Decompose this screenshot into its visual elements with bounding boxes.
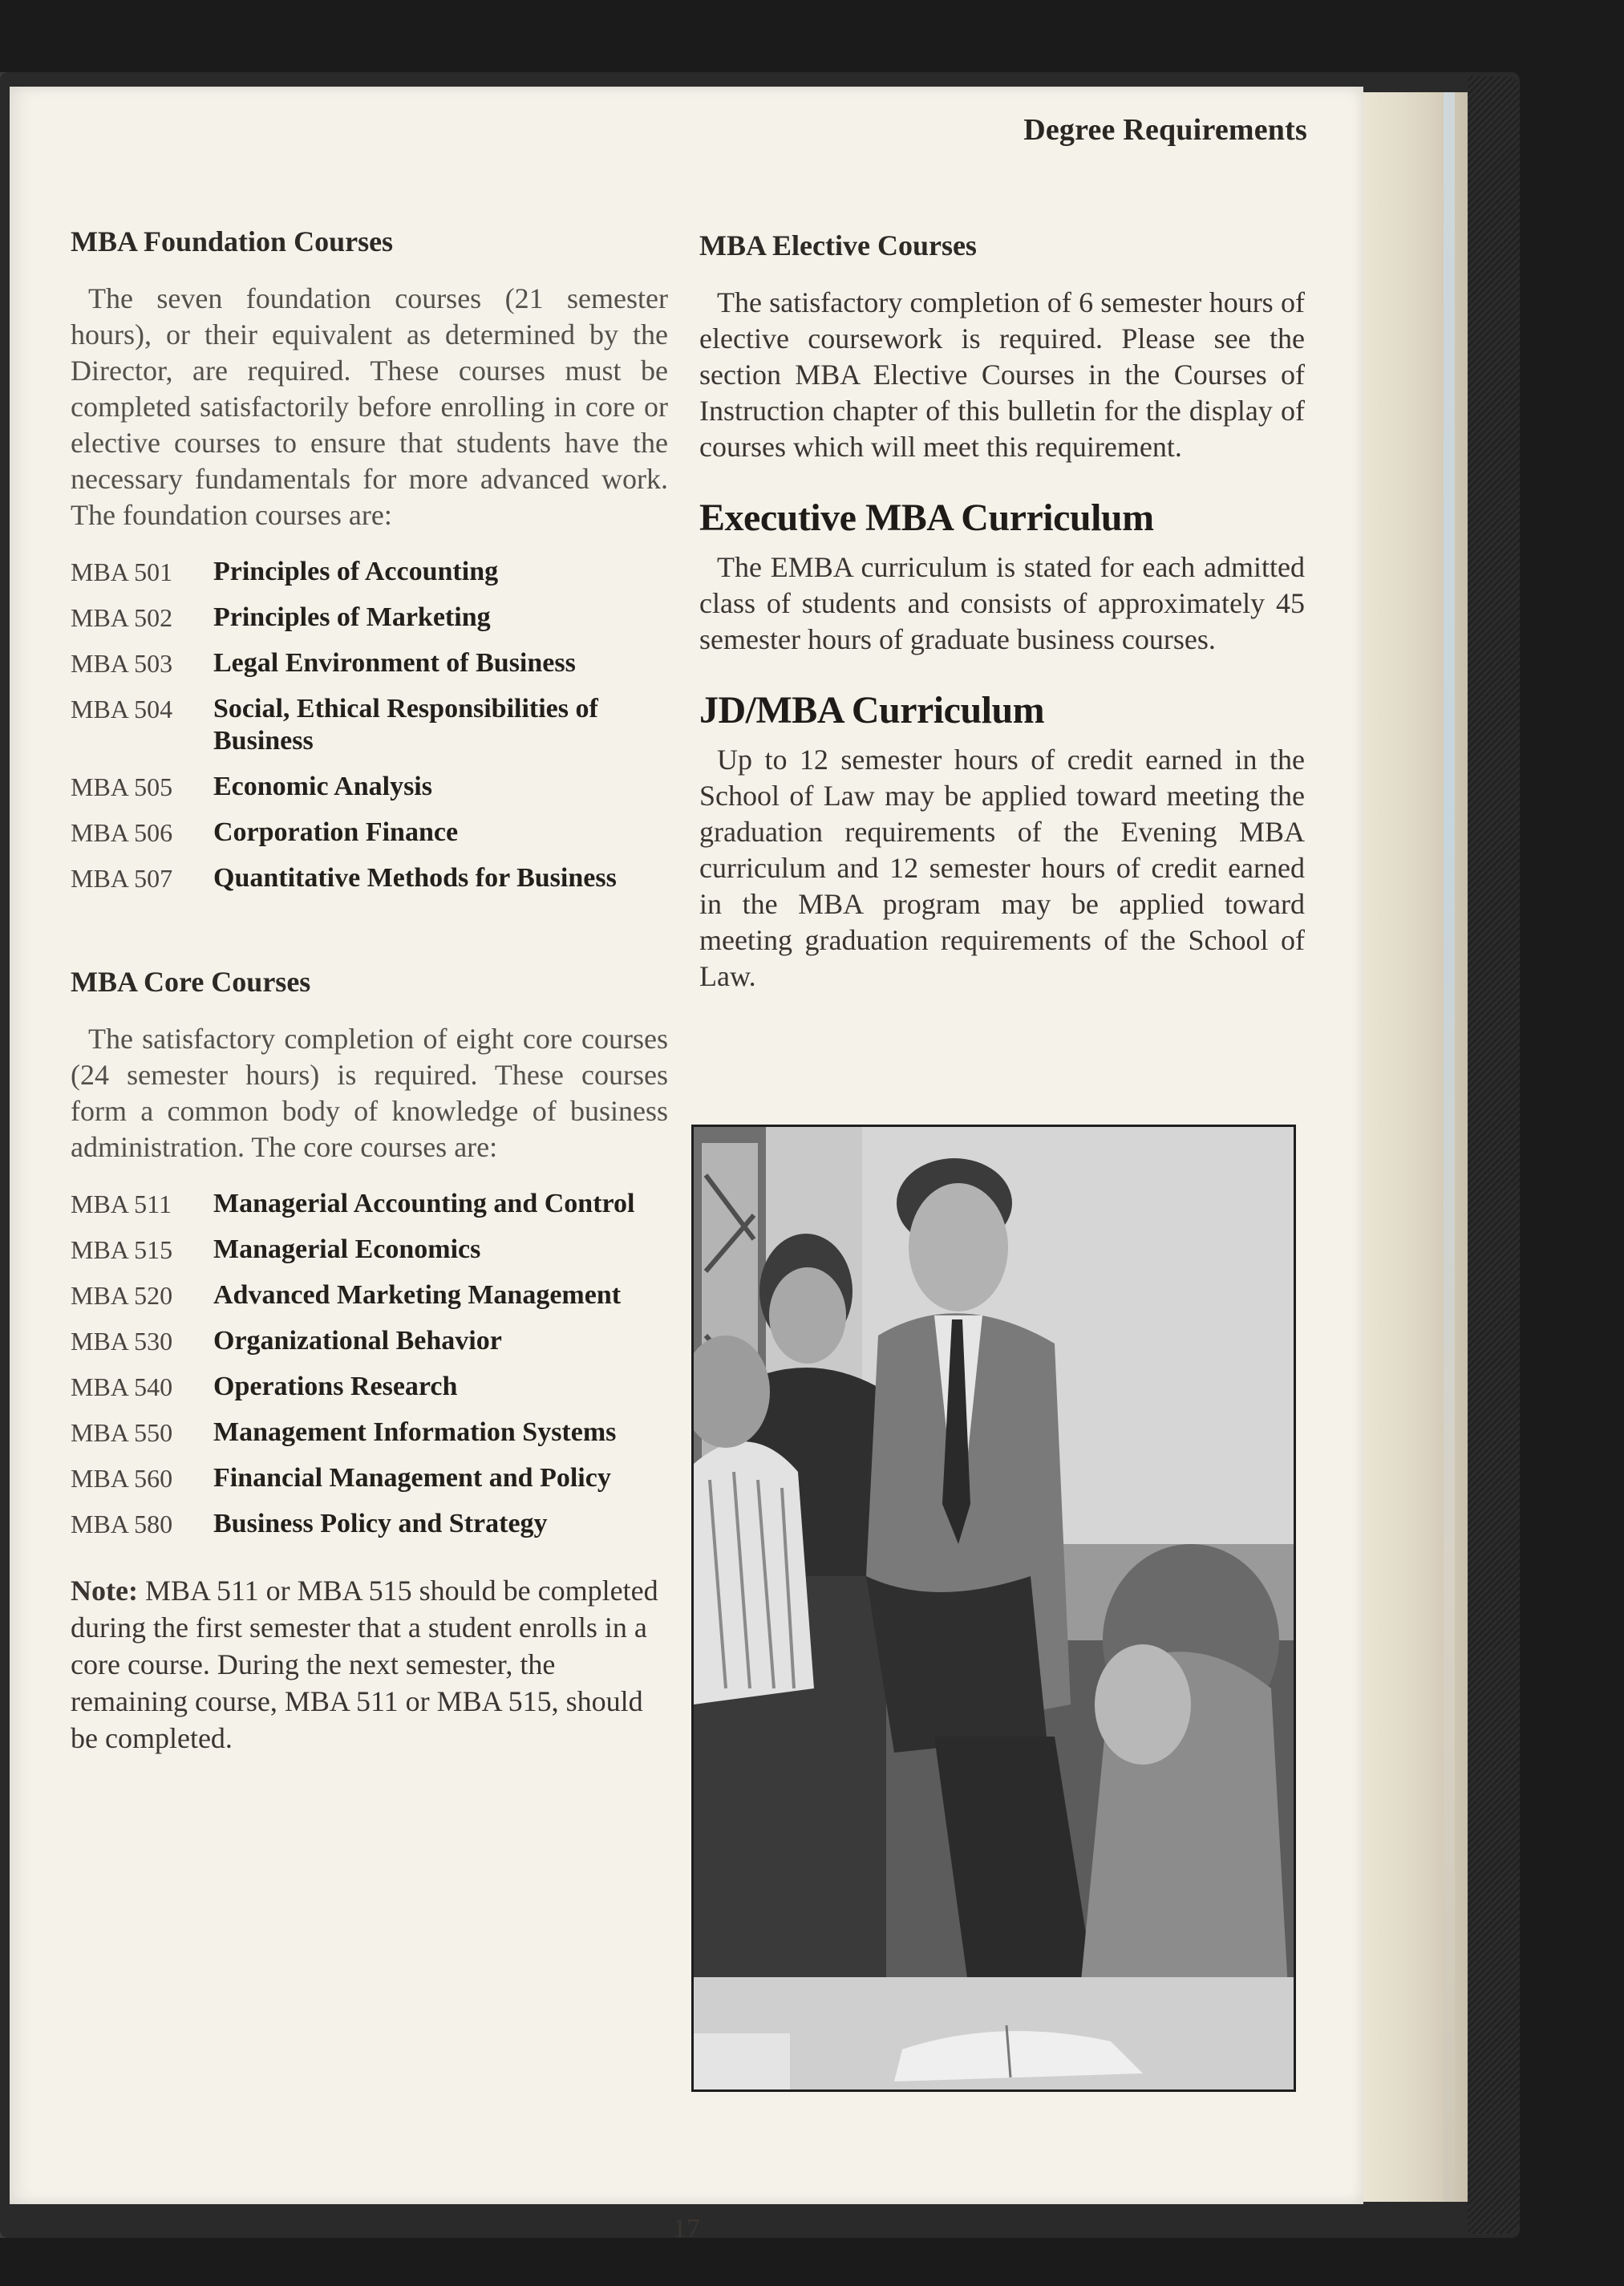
course-code: MBA 520 [71, 1281, 173, 1310]
right-column [699, 229, 1305, 995]
course-code: MBA 504 [71, 695, 173, 723]
course-row [71, 1188, 668, 1220]
core-intro: The satisfactory completion of eight core courses (24 semester hours) is required. These courses form a common body of knowledge of business administration. The core courses are: [71, 1023, 668, 1163]
foundation-course-list [71, 556, 668, 894]
course-name: Principles of Accounting [213, 557, 499, 586]
course-name: Legal Environment of Business [213, 648, 576, 678]
elective-text: The satisfactory completion of 6 semester hours of elective coursework is required. Please see the section MBA Elective Courses in the Courses of Instruction chapter of this bulletin for the display of courses which will meet this requirement. [699, 286, 1305, 463]
jdmba-section [699, 688, 1305, 995]
foundation-intro: The seven foundation courses (21 semester hours), or their equivalent as determined by the Director, are required. These courses must be completed satisfactorily before enrolling in core or elective courses to ensure that students have the necessary fundamentals for more advanced work. The foundation courses are: [71, 282, 668, 531]
course-code: MBA 580 [71, 1510, 173, 1538]
foundation-heading: MBA Foundation Courses [71, 225, 394, 257]
course-code: MBA 560 [71, 1464, 173, 1493]
classroom-photo-graphic [694, 1127, 1294, 2089]
course-code: MBA 515 [71, 1235, 173, 1264]
course-row [71, 556, 668, 588]
jdmba-text: Up to 12 semester hours of credit earned in the School of Law may be applied toward meeting the graduation requirements of the Evening MBA curriculum and 12 semester hours of credit earned in the MBA program may be applied toward meeting graduation requirements of the School of Law. [699, 744, 1305, 992]
course-code: MBA 511 [71, 1190, 172, 1218]
course-name: Quantitative Methods for Business [213, 863, 617, 893]
core-section [71, 965, 668, 1757]
course-row [71, 817, 668, 849]
classroom-photo [691, 1125, 1296, 2092]
course-row [71, 771, 668, 803]
core-course-list [71, 1188, 668, 1540]
course-name: Operations Research [213, 1372, 458, 1401]
elective-heading: MBA Elective Courses [699, 229, 977, 261]
course-code: MBA 501 [71, 557, 173, 586]
course-code: MBA 540 [71, 1372, 173, 1401]
course-name: Advanced Marketing Management [213, 1280, 622, 1310]
executive-text: The EMBA curriculum is stated for each admitted class of students and consists of approximately 45 semester hours of graduate business courses. [699, 551, 1305, 655]
core-heading: MBA Core Courses [71, 966, 311, 998]
foundation-section [71, 225, 668, 894]
core-note [71, 1572, 668, 1757]
page-edge-stripe [1444, 92, 1455, 2202]
course-code: MBA 507 [71, 864, 173, 893]
course-row [71, 1462, 668, 1494]
course-row [71, 693, 668, 757]
jdmba-heading: JD/MBA Curriculum [699, 689, 1045, 732]
course-name: Management Information Systems [213, 1417, 617, 1447]
course-name: Managerial Economics [213, 1234, 481, 1264]
course-name: Principles of Marketing [213, 602, 491, 632]
course-row [71, 862, 668, 894]
course-name: Organizational Behavior [213, 1326, 502, 1356]
course-code: MBA 530 [71, 1327, 173, 1356]
elective-section [699, 229, 1305, 465]
course-code: MBA 503 [71, 649, 173, 678]
executive-heading: Executive MBA Curriculum [699, 497, 1154, 539]
course-name: Financial Management and Policy [213, 1463, 611, 1493]
course-row [71, 647, 668, 679]
course-row [71, 1508, 668, 1540]
course-name: Social, Ethical Responsibilities of Business [213, 694, 598, 756]
course-code: MBA 550 [71, 1418, 173, 1447]
course-row [71, 1417, 668, 1449]
course-name: Economic Analysis [213, 772, 432, 801]
course-row [71, 1325, 668, 1357]
executive-section [699, 496, 1305, 658]
note-label: Note: [71, 1575, 138, 1607]
course-code: MBA 506 [71, 818, 173, 847]
binder-cover-edge [1468, 76, 1520, 2234]
course-name: Corporation Finance [213, 817, 459, 847]
page-number: 17 [673, 2214, 700, 2243]
note-text: MBA 511 or MBA 515 should be completed during the first semester that a student enrolls in a core course. During the next semester, the remaining course, MBA 511 or MBA 515, should be completed. [71, 1575, 658, 1754]
running-head: Degree Requirements [1023, 113, 1307, 147]
course-row [71, 1279, 668, 1311]
course-row [71, 1371, 668, 1403]
course-code: MBA 502 [71, 603, 173, 632]
course-code: MBA 505 [71, 772, 173, 801]
course-row [71, 1234, 668, 1266]
course-name: Business Policy and Strategy [213, 1509, 548, 1538]
course-row [71, 602, 668, 634]
left-column [71, 225, 668, 1785]
course-name: Managerial Accounting and Control [213, 1189, 635, 1218]
